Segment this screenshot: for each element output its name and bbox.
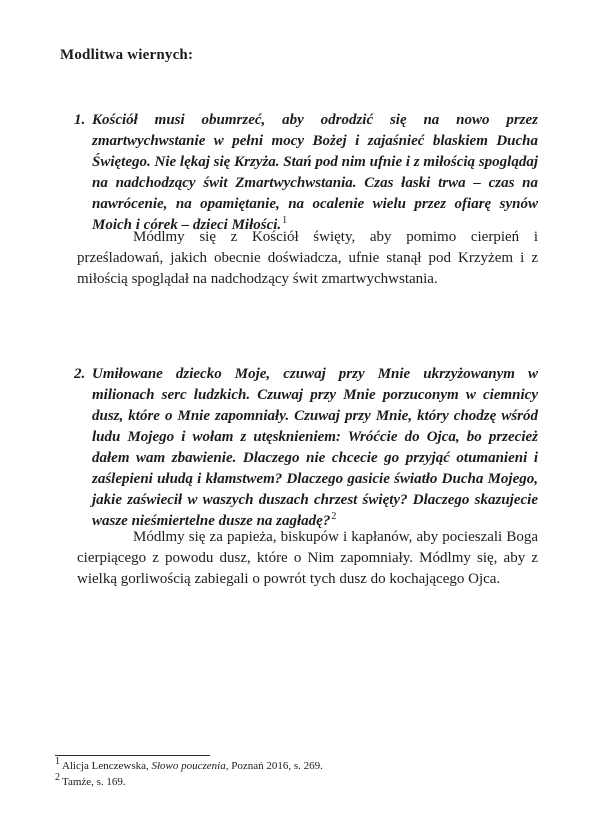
footnote-ref-1: 1 [282, 215, 288, 226]
prayer-item-1 [74, 110, 538, 236]
list-number-1: 1. [74, 112, 86, 128]
prayer-response-1: Módlmy się z Kościół święty, aby pomimo cierpień i prześladowań, jakich obecnie doświadcza, ufnie stanął pod Krzyżem i z miłością spoglądał na nadchodzący świt zmartwychwstania. [77, 229, 538, 287]
footnotes-section [55, 755, 545, 790]
footnote-2 [55, 771, 545, 791]
list-number-2: 2. [74, 366, 86, 382]
footnote-2-text: Tamże, s. 169. [62, 775, 126, 788]
footnote-1-text-before: Alicja Lenczewska, [62, 760, 152, 772]
prayer-quote-2: Umiłowane dziecko Moje, czuwaj przy Mnie ukrzyżowanym w milionach serc ludzkich. Czuwaj przy Mnie porzuconym w ciemnicy dusz, które o Mnie zapomniały. Czuwaj przy Mnie, który chodzę wśród ludu Mojego i wołam z utęsknieniem: Wróćcie do Ojca, bo przecież dałem wam zbawienie. Dlaczego nie chcecie go przyjąć otumanieni i zaślepieni ułudą i kłamstwem? Dlaczego gasicie światło Ducha Mojego, jakie zaświecił w waszych duszach chrzest święty? Dlaczego skazujecie wasze nieśmiertelne dusze na zagładę? [92, 366, 538, 529]
page-title: Modlitwa wiernych: [60, 47, 194, 63]
footnote-1-text-after: Poznań 2016, s. 269. [228, 760, 323, 772]
prayer-quote-1: Kościół musi obumrzeć, aby odrodzić się na nowo przez zmartwychwstanie w pełni mocy Bożej i zajaśnieć blaskiem Ducha Świętego. Nie lękaj się Krzyża. Stań pod nim ufnie i z miłością spoglądaj na nadchodzący świt Zmartwychwstania. Czas łaski trwa – czas na nawrócenie, na opamiętanie, na ocalenie wielu przez ofiarę synów Moich i córek – dzieci Miłości. [92, 112, 538, 233]
footnote-separator-rule [55, 755, 210, 756]
footnote-ref-2: 2 [331, 511, 337, 522]
prayer-response-2: Módlmy się za papieża, biskupów i kapłanów, aby pocieszali Boga cierpiącego z powodu dusz, które o Nim zapomniały. Módlmy się, aby z wielką gorliwością zabiegali o powrót tych dusz do kochającego Ojca. [77, 529, 538, 587]
footnote-1 [55, 756, 545, 775]
footnote-marker-2: 2 [55, 771, 60, 783]
prayer-item-2 [74, 364, 538, 532]
footnote-1-book-title: Słowo pouczenia, [151, 760, 229, 772]
footnote-marker-1: 1 [55, 756, 60, 768]
